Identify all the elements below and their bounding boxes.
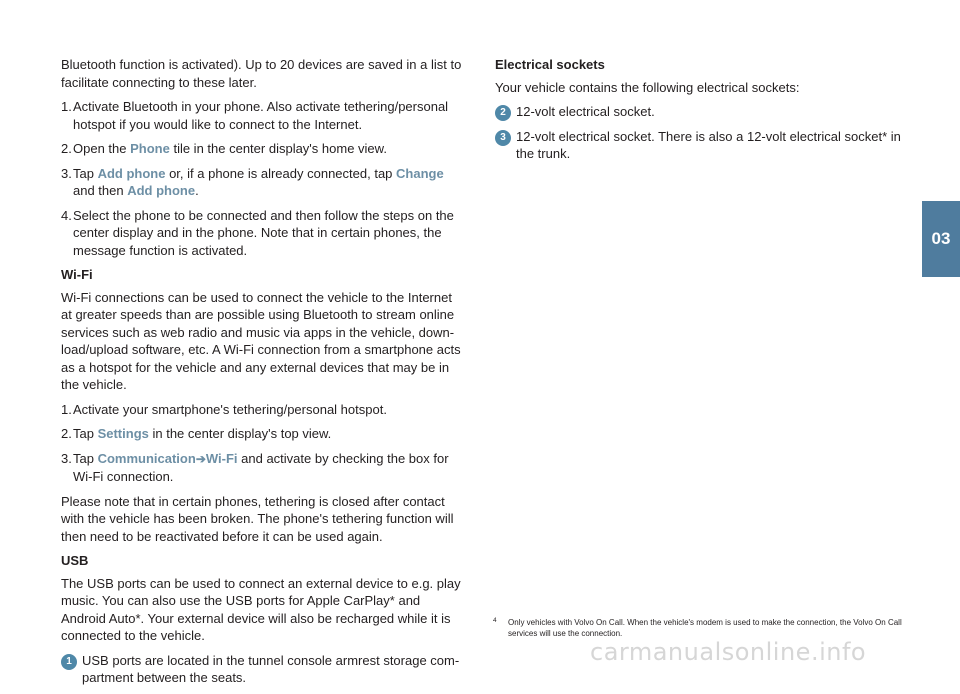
arrow-right-icon: ➔ xyxy=(195,451,206,466)
wifi-link[interactable]: Wi-Fi xyxy=(205,450,238,466)
change-link[interactable]: Change xyxy=(396,165,444,181)
callout-number-icon: 3 xyxy=(495,130,511,146)
wifi-text: Wi-Fi connections can be used to connect the vehicle to the Internet at greater speeds than are possible using Bluetooth to stream online services such as web radio and music via apps in the vehicle, down-load/upload software, etc. A Wi-Fi connection from a smartphone acts as a hotspot for the vehicle and any external devices that may be in the vehicle. xyxy=(61,289,461,392)
sockets-intro: Your vehicle contains the following electrical sockets: xyxy=(495,79,800,95)
list-item: 3. Tap Communication➔Wi-Fi and activate by checking the box for Wi-Fi connection. xyxy=(61,450,449,484)
footnote-mark: 4 xyxy=(493,617,497,624)
sockets-heading: Electrical sockets xyxy=(495,57,605,72)
chapter-tab[interactable]: 03 xyxy=(922,201,960,277)
list-item: 1. Activate Bluetooth in your phone. Also activate tethering/personal hotspot if you would like to connect to the Internet. xyxy=(61,99,449,132)
footnote-text: Only vehicles with Volvo On Call. When the vehicle's modem is used to make the connection, the Volvo On Call services will use the connection. xyxy=(508,618,902,638)
wifi-heading: Wi-Fi xyxy=(61,267,93,282)
add-phone-link-2[interactable]: Add phone xyxy=(127,183,196,198)
callout-number-icon: 1 xyxy=(61,654,77,670)
footnote xyxy=(495,618,910,639)
usb-text: The USB ports can be used to connect an external device to e.g. play music. You can also use the USB ports for Apple CarPlay* and Android Auto*. Your external device will also be recharged while it is connected to the vehicle. xyxy=(61,575,461,643)
settings-link[interactable]: Settings xyxy=(97,426,149,441)
left-column xyxy=(61,56,465,694)
callout-number-icon: 2 xyxy=(495,105,511,121)
wifi-steps xyxy=(61,401,465,486)
add-phone-link[interactable]: Add phone xyxy=(97,165,166,181)
list-item: 3. Tap Add phone or, if a phone is already connected, tap Change and then Add phone. xyxy=(61,165,444,198)
list-item: 4. Select the phone to be connected and then follow the steps on the center display and in the phone. Note that in certain phones, the message function is activated. xyxy=(61,207,454,258)
wifi-note: Please note that in certain phones, tethering is closed after contact with the vehicle has been broken. The phone's tethering function will then need to be reactivated before it can be used again. xyxy=(61,493,454,544)
watermark: carmanualsonline.info xyxy=(590,638,867,666)
usb-callout: 1 USB ports are located in the tunnel console armrest storage com-partment between the seats. xyxy=(61,652,465,687)
right-column xyxy=(495,56,910,170)
socket-callout-2: 2 12-volt electrical socket. xyxy=(495,103,910,121)
bluetooth-steps xyxy=(61,98,465,259)
socket-callout-3: 3 12-volt electrical socket. There is also a 12-volt electrical socket* in the trunk. xyxy=(495,128,910,163)
phone-tile-link[interactable]: Phone xyxy=(130,141,170,156)
list-item: 2. Tap Settings in the center display's top view. xyxy=(61,426,332,441)
communication-link[interactable]: Communication xyxy=(97,450,196,466)
bluetooth-intro: Bluetooth function is activated). Up to 20 devices are saved in a list to facilitate connecting to these later. xyxy=(61,57,462,90)
list-item: 1. Activate your smartphone's tethering/personal hotspot. xyxy=(61,401,387,417)
list-item: 2. Open the Phone tile in the center display's home view. xyxy=(61,141,387,156)
usb-heading: USB xyxy=(61,553,89,568)
